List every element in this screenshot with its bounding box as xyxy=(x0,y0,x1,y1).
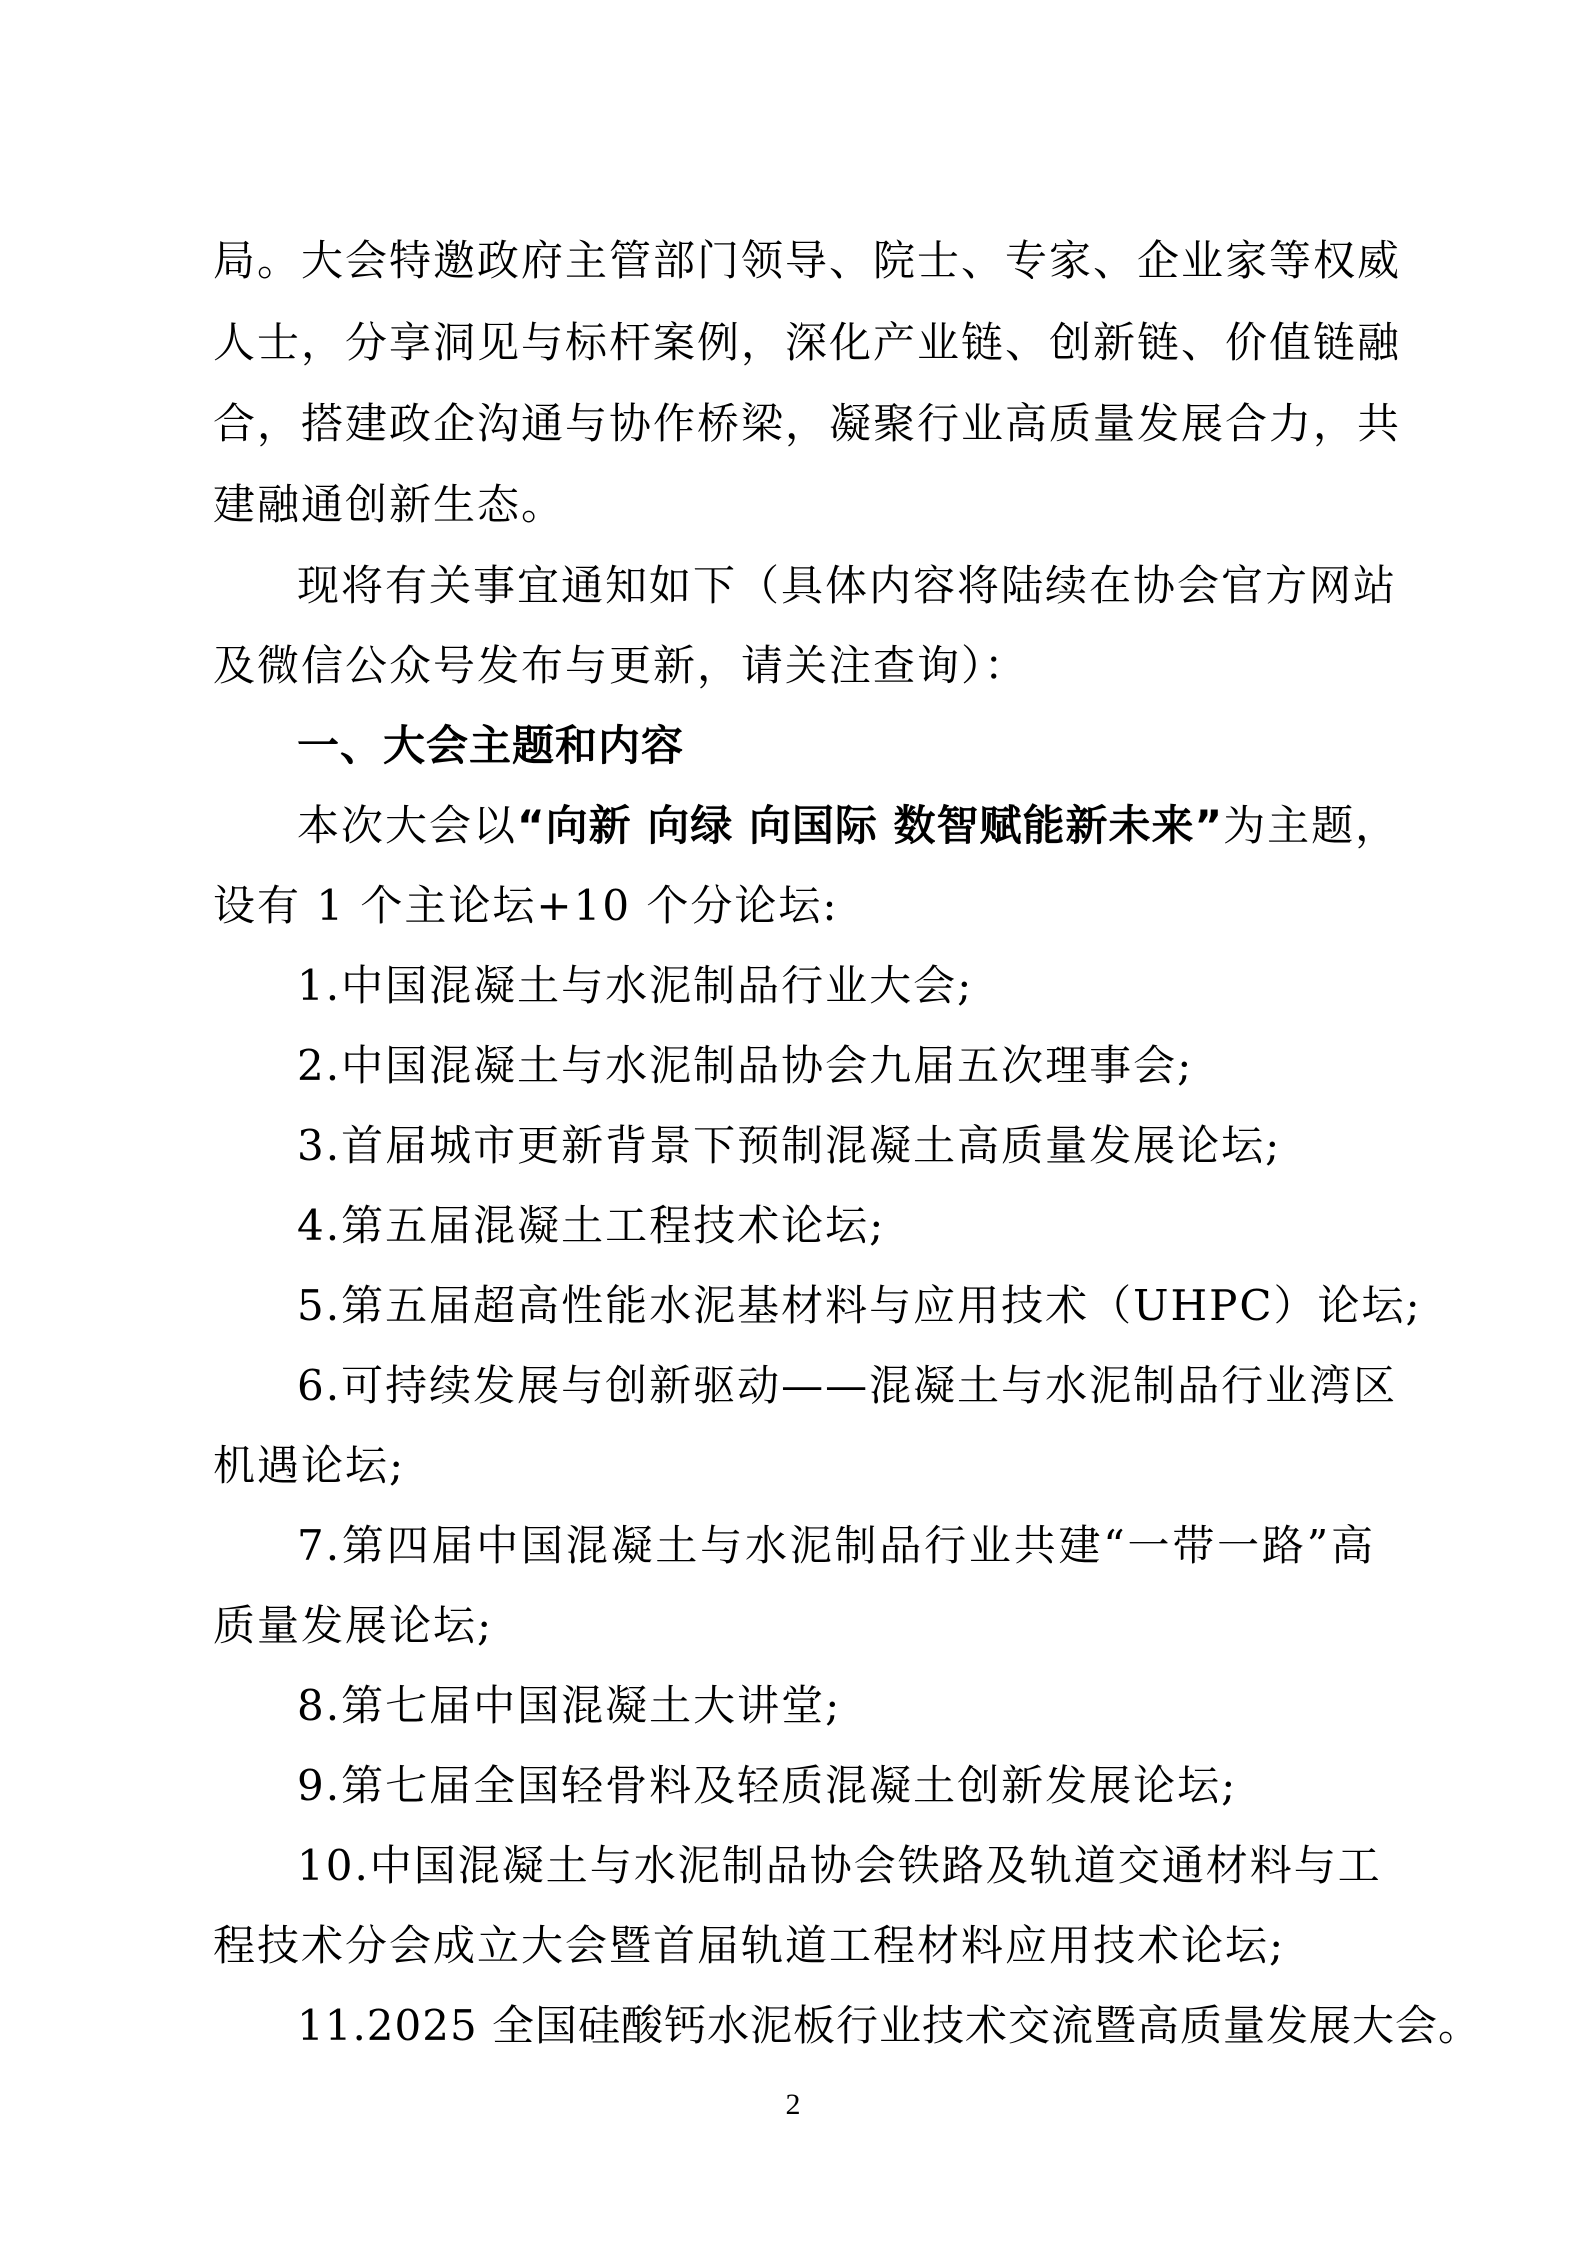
forum-item-1: 1.中国混凝土与水泥制品行业大会; xyxy=(297,961,974,1010)
forum-item-3: 3.首届城市更新背景下预制混凝土高质量发展论坛; xyxy=(297,1121,1282,1170)
theme-text: “向新 向绿 向国际 数智赋能新未来” xyxy=(517,801,1224,850)
notice-line-2: 及微信公众号发布与更新，请关注查询）： xyxy=(213,641,1029,690)
theme-suffix: 为主题， xyxy=(1223,801,1400,850)
forum-item-6-cont: 机遇论坛; xyxy=(213,1441,406,1490)
forum-item-10-cont: 程技术分会成立大会暨首届轨道工程材料应用技术论坛; xyxy=(213,1921,1286,1970)
forum-item-6: 6.可持续发展与创新驱动——混凝土与水泥制品行业湾区 xyxy=(297,1361,1398,1410)
intro-line-3: 合，搭建政企沟通与协作桥梁，凝聚行业高质量发展合力，共 xyxy=(213,399,1402,448)
theme-line-2: 设有 1 个主论坛+10 个分论坛: xyxy=(213,881,839,930)
forum-item-4: 4.第五届混凝土工程技术论坛; xyxy=(297,1201,886,1250)
intro-line-1: 局。大会特邀政府主管部门领导、院士、专家、企业家等权威 xyxy=(213,236,1402,285)
forum-item-11: 11.2025 全国硅酸钙水泥板行业技术交流暨高质量发展大会。 xyxy=(297,2001,1482,2050)
forum-item-8: 8.第七届中国混凝土大讲堂; xyxy=(297,1681,842,1730)
forum-item-5: 5.第五届超高性能水泥基材料与应用技术（UHPC）论坛; xyxy=(297,1281,1422,1330)
forum-item-7-cont: 质量发展论坛; xyxy=(213,1601,494,1650)
theme-prefix: 本次大会以 xyxy=(297,801,518,850)
theme-line-1 xyxy=(297,798,1400,854)
forum-item-9: 9.第七届全国轻骨料及轻质混凝土创新发展论坛; xyxy=(297,1761,1238,1810)
section-heading: 一、大会主题和内容 xyxy=(297,721,685,770)
forum-item-7: 7.第四届中国混凝土与水泥制品行业共建“一带一路”高 xyxy=(297,1521,1375,1570)
forum-item-2: 2.中国混凝土与水泥制品协会九届五次理事会; xyxy=(297,1041,1194,1090)
intro-line-2: 人士，分享洞见与标杆案例，深化产业链、创新链、价值链融 xyxy=(213,318,1402,367)
forum-item-10: 10.中国混凝土与水泥制品协会铁路及轨道交通材料与工 xyxy=(297,1841,1382,1890)
intro-line-4: 建融通创新生态。 xyxy=(213,480,566,529)
notice-line-1: 现将有关事宜通知如下（具体内容将陆续在协会官方网站 xyxy=(297,561,1398,610)
page-number: 2 xyxy=(785,2088,801,2121)
